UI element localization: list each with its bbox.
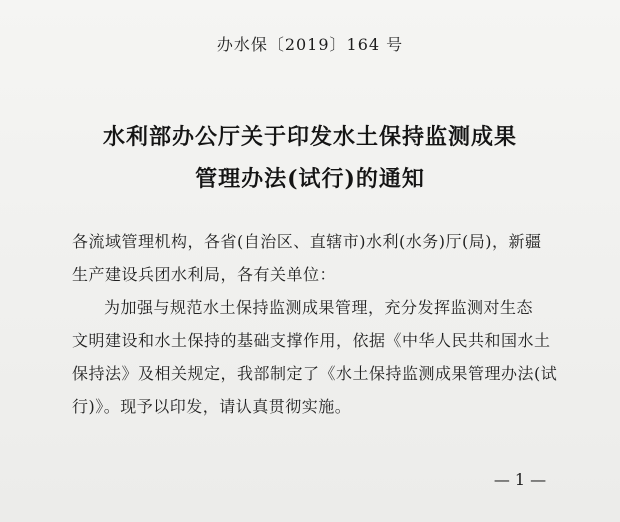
body-paragraph-line-1: 为加强与规范水土保持监测成果管理，充分发挥监测对生态 [104, 298, 534, 317]
document-number: 办水保〔2019〕164 号 [216, 35, 404, 54]
page-number: — 1 — [493, 470, 547, 489]
body-paragraph-line-4: 行)》。现予以印发，请认真贯彻实施。 [72, 397, 352, 416]
document-title-line-1: 水利部办公厅关于印发水土保持监测成果 [102, 124, 517, 150]
addressee-line-1: 各流域管理机构，各省(自治区、直辖市)水利(水务)厅(局)，新疆 [72, 232, 542, 251]
document-title-line-2: 管理办法(试行)的通知 [195, 166, 425, 192]
addressee-line-2: 生产建设兵团水利局，各有关单位： [72, 265, 337, 284]
body-paragraph-line-3: 保持法》及相关规定，我部制定了《水土保持监测成果管理办法(试 [72, 364, 558, 383]
body-paragraph-line-2: 文明建设和水土保持的基础支撑作用，依据《中华人民共和国水土 [72, 331, 551, 350]
